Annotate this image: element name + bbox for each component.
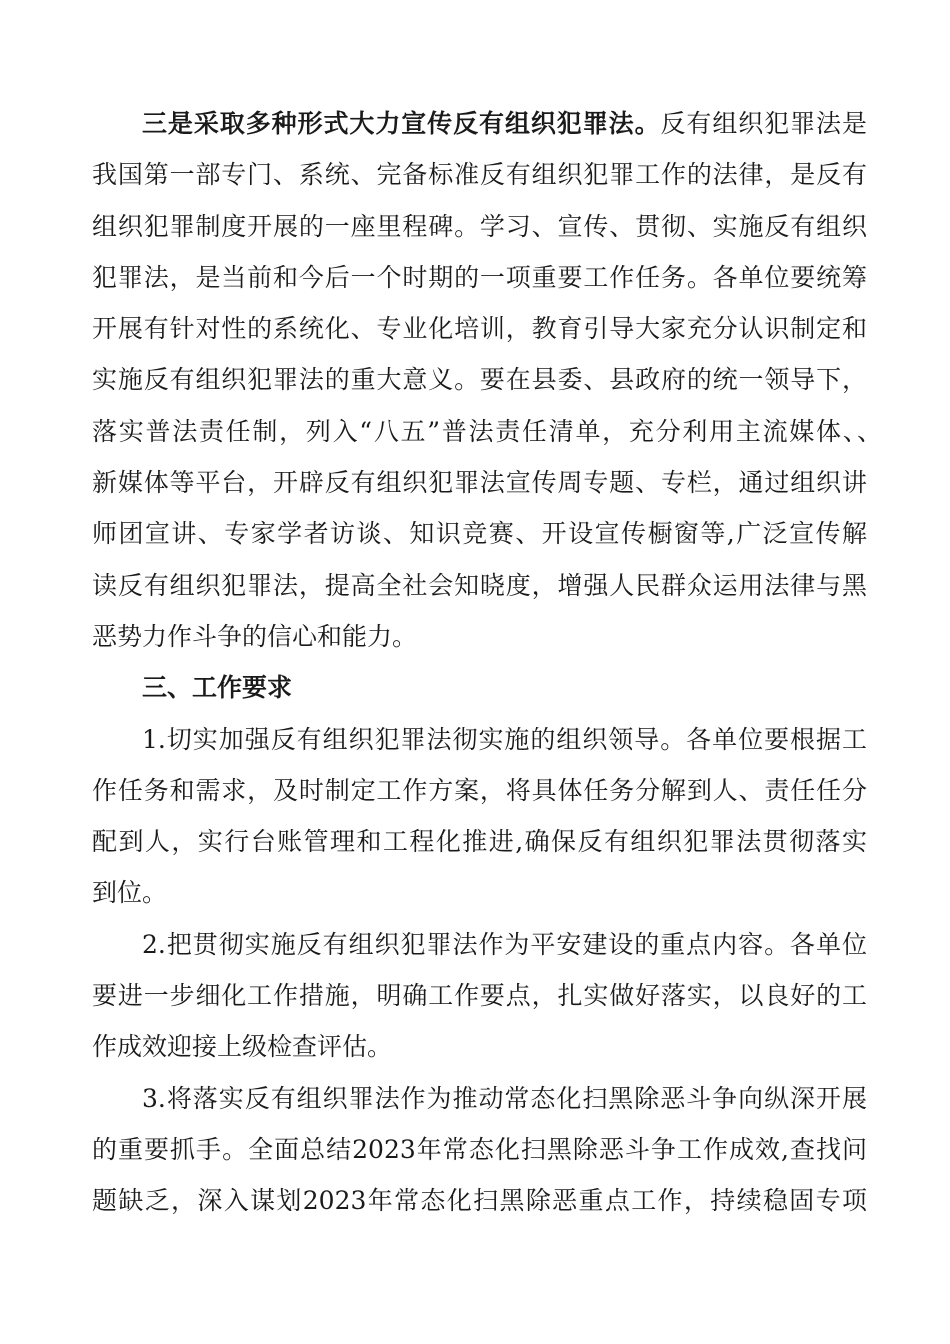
paragraph-line: 配到人，实行台账管理和工程化推进,确保反有组织犯罪法贯彻落实 — [92, 827, 867, 857]
paragraph-line: 2.把贯彻实施反有组织犯罪法作为平安建设的重点内容。各单位 — [142, 929, 867, 959]
paragraph-line: 落实普法责任制，列入“八五”普法责任清单，充分利用主流媒体、、 — [92, 416, 882, 446]
paragraph-lead: 三是采取多种形式大力宣传反有组织犯罪法。 — [142, 109, 661, 138]
paragraph-line: 作任务和需求，及时制定工作方案，将具体任务分解到人、责任任分 — [92, 775, 867, 805]
paragraph-line: 3.将落实反有组织罪法作为推动常态化扫黑除恶斗争向纵深开展 — [142, 1083, 867, 1113]
paragraph-line: 开展有针对性的系统化、专业化培训，教育引导大家充分认识制定和 — [92, 314, 867, 344]
paragraph-line: 作成效迎接上级检查评估。 — [92, 1032, 393, 1062]
requirement-item-1 — [92, 714, 867, 919]
section-heading: 三、工作要求 — [142, 673, 293, 703]
paragraph-line: 我国第一部专门、系统、完备标准反有组织犯罪工作的法律，是反有 — [92, 160, 867, 190]
document-body — [92, 98, 882, 1227]
paragraph-line: 题缺乏，深入谋划2023年常态化扫黑除恶重点工作，持续稳固专项 — [92, 1186, 867, 1216]
paragraph-line: 组织犯罪制度开展的一座里程碑。学习、宣传、贯彻、实施反有组织 — [92, 211, 867, 241]
paragraph-line: 犯罪法，是当前和今后一个时期的一项重要工作任务。各单位要统筹 — [92, 262, 867, 292]
requirement-item-2 — [92, 919, 867, 1073]
paragraph-line: 三是采取多种形式大力宣传反有组织犯罪法。反有组织犯罪法是 — [142, 109, 867, 138]
paragraph-publicity — [92, 98, 882, 662]
paragraph-line: 师团宣讲、专家学者访谈、知识竞赛、开设宣传橱窗等,广泛宣传解 — [92, 519, 867, 549]
paragraph-line: 读反有组织犯罪法，提高全社会知晓度，增强人民群众运用法律与黑 — [92, 570, 867, 600]
paragraph-line: 恶势力作斗争的信心和能力。 — [92, 621, 418, 651]
paragraph-line: 1.切实加强反有组织犯罪法彻实施的组织领导。各单位要根据工 — [142, 724, 867, 754]
paragraph-line: 到位。 — [92, 878, 168, 908]
paragraph-line: 新媒体等平台，开辟反有组织犯罪法宣传周专题、专栏，通过组织讲 — [92, 468, 867, 498]
paragraph-line: 要进一步细化工作措施，明确工作要点，扎实做好落实，以良好的工 — [92, 981, 867, 1011]
requirement-item-3 — [92, 1073, 867, 1227]
paragraph-line: 实施反有组织犯罪法的重大意义。要在县委、县政府的统一领导下， — [92, 365, 867, 395]
paragraph-line: 的重要抓手。全面总结2023年常态化扫黑除恶斗争工作成效,查找问 — [92, 1134, 867, 1164]
